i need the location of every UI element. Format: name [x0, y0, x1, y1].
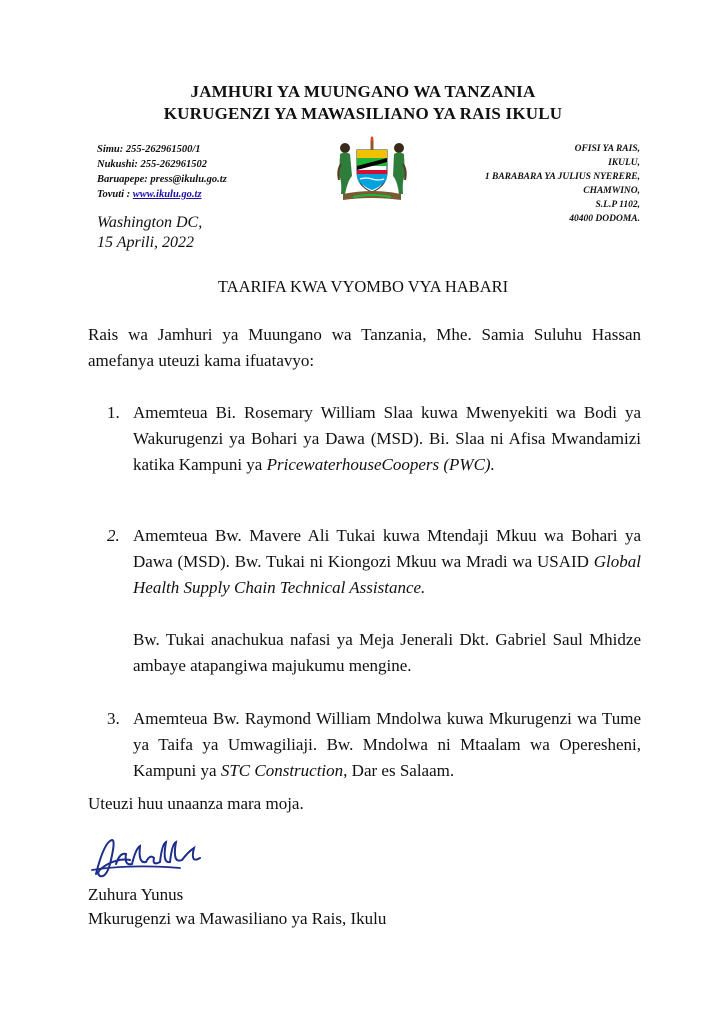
appointment-item [107, 706, 641, 784]
office-address-block [440, 142, 640, 226]
appointment-item [107, 400, 641, 478]
item-text-tail: , Dar es Salaam. [343, 761, 455, 780]
coat-of-arms-emblem [333, 136, 411, 204]
place: Washington DC, [97, 214, 203, 231]
item-note: Bw. Tukai anachukua nafasi ya Meja Jenerali Dkt. Gabriel Saul Mhidze ambaye atapangiwa majukumu mengine. [133, 630, 641, 675]
office-line: 1 BARABARA YA JULIUS NYERERE, [484, 172, 640, 182]
office-line: 40400 DODOMA. [569, 214, 640, 224]
intro-paragraph: Rais wa Jamhuri ya Muungano wa Tanzania, Mhe. Samia Suluhu Hassan amefanya uteuzi kama ifuatavyo: [88, 325, 641, 370]
item-text-emphasis: Global Health Supply Chain Technical Assistance. [133, 552, 641, 597]
item-text-main: Amemteua Bw. Mavere Ali Tukai kuwa Mtendaji Mkuu wa Bohari ya Dawa (MSD). Bw. Tukai ni Kiongozi Mkuu wa Mradi wa USAID [133, 526, 641, 571]
contact-website-link[interactable]: www.ikulu.go.tz [132, 189, 202, 200]
item-text-emphasis: PricewaterhouseCoopers (PWC). [266, 455, 495, 474]
header-directorate-name: KURUGENZI YA MAWASILIANO YA RAIS IKULU [163, 104, 563, 123]
contact-email: Baruapepe: press@ikulu.go.tz [97, 174, 227, 185]
item-text [133, 523, 641, 601]
contact-block [97, 142, 227, 202]
handwritten-signature [90, 834, 210, 884]
item-text [133, 706, 641, 784]
appointment-item [107, 523, 641, 601]
contact-website-label: Tovuti : [97, 189, 133, 200]
item-text-main: Amemteua Bi. Rosemary William Slaa kuwa Mwenyekiti wa Bodi ya Wakurugenzi ya Bohari ya Dawa (MSD). Bi. Slaa ni Afisa Mwandamizi katika Kampuni ya [133, 403, 641, 474]
signer-name: Zuhura Yunus [88, 885, 184, 904]
office-line: CHAMWINO, [583, 186, 640, 196]
closing-sentence: Uteuzi huu unaanza mara moja. [88, 794, 304, 813]
document-title: TAARIFA KWA VYOMBO VYA HABARI [217, 277, 509, 296]
item-number: 1. [107, 403, 120, 422]
date: 15 Aprili, 2022 [97, 234, 195, 251]
contact-fax: Nukushi: 255-262961502 [97, 159, 207, 170]
item-text-emphasis: STC Construction [220, 761, 344, 780]
item-text [133, 400, 641, 478]
item-number: 2. [107, 526, 120, 545]
contact-website [97, 187, 227, 202]
header-republic-name: JAMHURI YA MUUNGANO WA TANZANIA [190, 82, 536, 101]
contact-phone: Simu: 255-262961500/1 [97, 144, 201, 155]
signer-role: Mkurugenzi wa Mawasiliano ya Rais, Ikulu [88, 909, 387, 928]
item-text-main: Amemteua Bw. Raymond William Mndolwa kuwa Mkurugenzi wa Tume ya Taifa ya Umwagiliaji. Bw. Mndolwa ni Mtaalam wa Operesheni, Kampuni ya [133, 709, 641, 780]
item-number: 3. [107, 709, 120, 728]
office-line: S.L.P 1102, [595, 200, 640, 210]
office-line: IKULU, [608, 158, 640, 168]
office-line: OFISI YA RAIS, [574, 144, 640, 154]
place-date-block [97, 213, 202, 253]
